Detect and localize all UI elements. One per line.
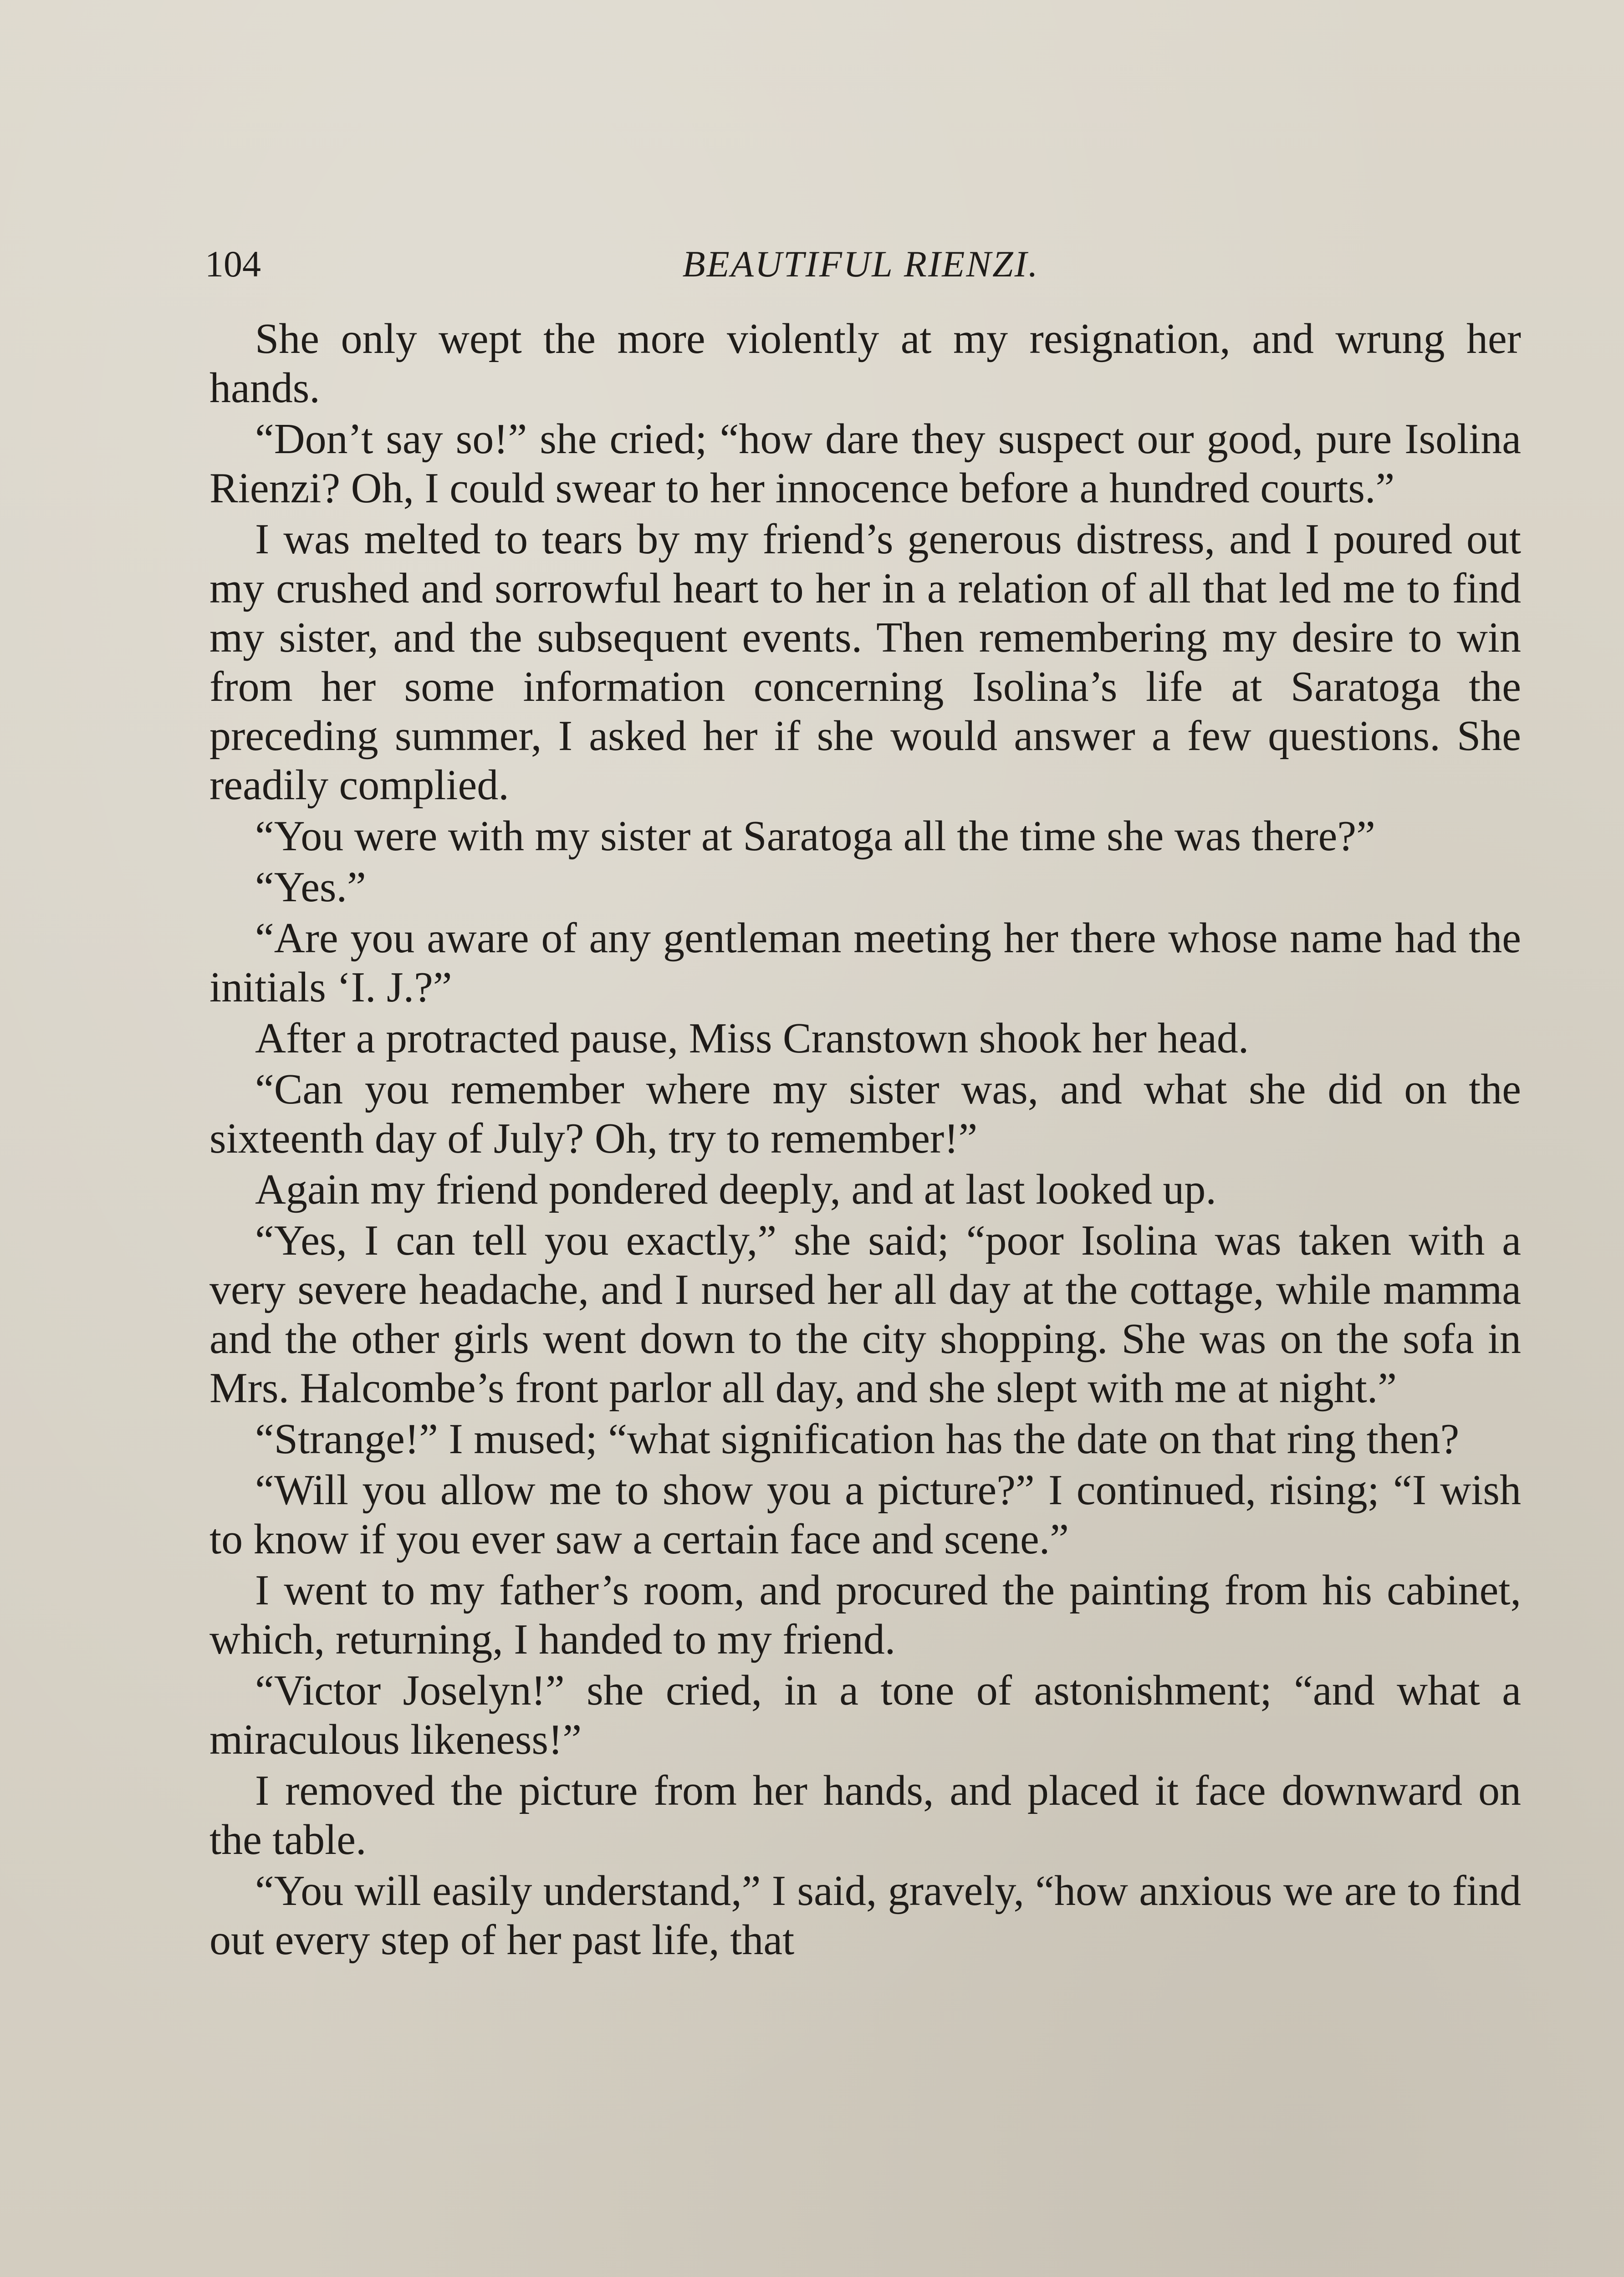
paragraph: “You were with my sister at Saratoga all the time she was there?”	[255, 812, 1375, 860]
paragraph: “Can you remember where my sister was, and what she did on the sixteenth day of July? Oh, try to remember!”	[209, 1066, 1521, 1162]
paragraph: I removed the picture from her hands, and placed it face downward on the table.	[209, 1767, 1521, 1863]
paragraph: “Are you aware of any gentleman meeting her there whose name had the initials ‘I. J.?”	[209, 914, 1521, 1011]
paragraph: “Yes.”	[255, 863, 366, 911]
paragraph: “Strange!” I mused; “what signification has the date on that ring then?	[255, 1415, 1460, 1463]
paragraph: I was melted to tears by my friend’s generous distress, and I poured out my crushed and sorrowful heart to her in a relation of all that led me to find my sister, and the subsequent events. Then remembering my desire to win from her some information concerning Isolina’s life at Saratoga the preceding summer, I asked her if she would answer a few questions. She readily complied.	[209, 516, 1521, 809]
paragraph: She only wept the more violently at my resignation, and wrung her hands.	[209, 315, 1521, 412]
body-text	[209, 314, 1521, 1965]
paragraph: Again my friend pondered deeply, and at last looked up.	[255, 1166, 1216, 1213]
paragraph: I went to my father’s room, and procured the painting from his cabinet, which, returning, I handed to my friend.	[209, 1567, 1521, 1663]
page-number: 104	[205, 243, 261, 285]
paragraph: “Don’t say so!” she cried; “how dare they suspect our good, pure Isolina Rienzi? Oh, I could swear to her innocence before a hundred courts.”	[209, 415, 1521, 512]
paragraph: “You will easily understand,” I said, gravely, “how anxious we are to find out every step of her past life, that	[209, 1867, 1521, 1964]
paragraph: “Will you allow me to show you a picture?” I continued, rising; “I wish to know if you ever saw a certain face and scene.”	[209, 1466, 1521, 1563]
running-head: BEAUTIFUL RIENZI.	[682, 243, 1039, 285]
paragraph: After a protracted pause, Miss Cranstown shook her head.	[255, 1015, 1249, 1062]
paragraph: “Victor Joselyn!” she cried, in a tone of astonishment; “and what a miraculous likeness!”	[209, 1667, 1521, 1763]
page-header	[205, 237, 1517, 291]
paragraph: “Yes, I can tell you exactly,” she said; “poor Isolina was taken with a very severe headache, and I nursed her all day at the cottage, while mamma and the other girls went down to the city shopping. She was on the sofa in Mrs. Halcombe’s front parlor all day, and she slept with me at night.”	[209, 1217, 1521, 1412]
